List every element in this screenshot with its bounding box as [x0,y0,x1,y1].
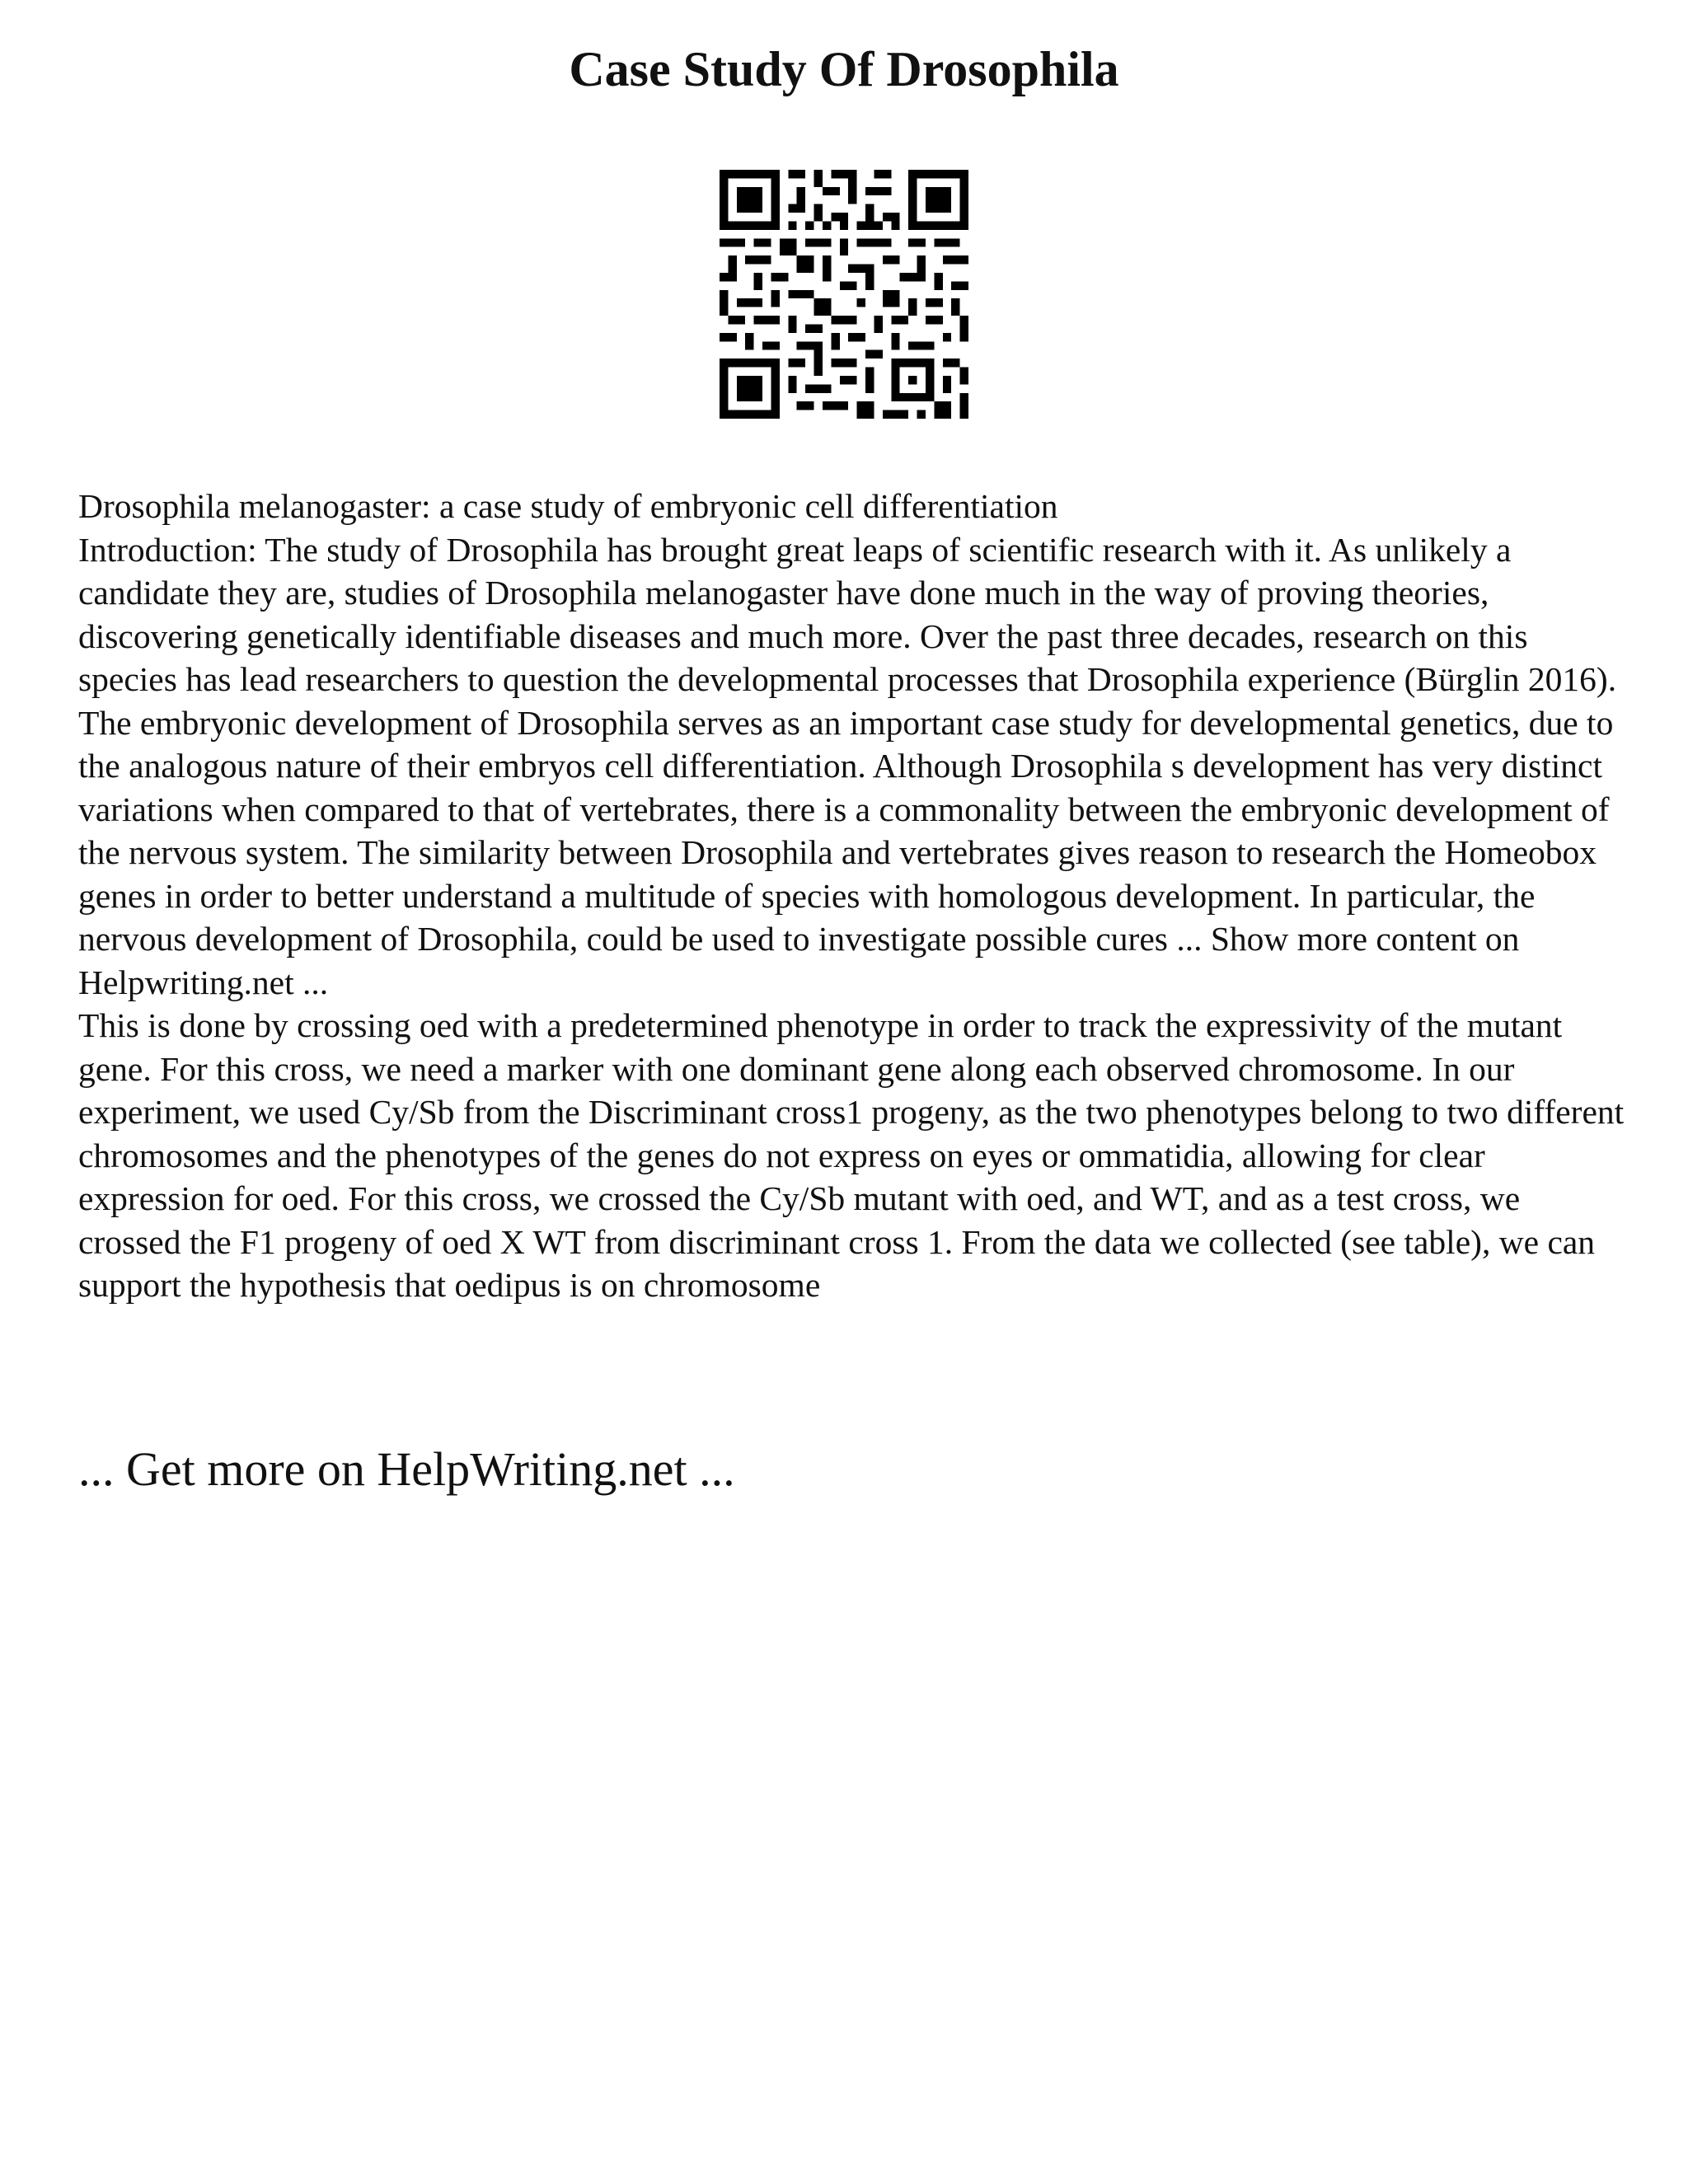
paragraph-introduction: Introduction: The study of Drosophila has brought great leaps of scientific research with it. As unlikely a candidate they are, studies of Drosophila melanogaster have done much in the way of proving theories, discovering genetically identifiable diseases and much more. Over the past three decades, research on this species has lead researchers to question the developmental processes that Drosophila experience (Bürglin 2016). The embryonic development of Drosophila serves as an important case study for developmental genetics, due to the analogous nature of their embryos cell differentiation. Although Drosophila s development has very distinct variations when compared to that of vertebrates, there is a commonality between the embryonic development of the nervous system. The similarity between Drosophila and vertebrates gives reason to research the Homeobox genes in order to better understand a multitude of species with homologous development. In particular, the nervous development of Drosophila, could be used to investigate possible cures ... Show more content on Helpwriting.net ... [78,530,1617,1001]
qr-code-icon [720,170,968,419]
page-title: Case Study Of Drosophila [569,42,1119,96]
qr-code-graphic [720,170,968,419]
get-more-link[interactable]: ... Get more on HelpWriting.net ... [78,1442,735,1496]
paragraph-subtitle: Drosophila melanogaster: a case study of embryonic cell differentiation [78,487,1058,525]
article-body [78,485,1628,1307]
paragraph-cross-experiment: This is done by crossing oed with a predetermined phenotype in order to track the expressivity of the mutant gene. For this cross, we need a marker with one dominant gene along each observed chromosome. In our experiment, we used Cy/Sb from the Discriminant cross1 progeny, as the two phenotypes belong to two different chromosomes and the phenotypes of the genes do not express on eyes or ommatidia, allowing for clear expression for oed. For this cross, we crossed the Cy/Sb mutant with oed, and WT, and as a test cross, we crossed the F1 progeny of oed X WT from discriminant cross 1. From the data we collected (see table), we can support the hypothesis that oedipus is on chromosome [78,1006,1625,1304]
